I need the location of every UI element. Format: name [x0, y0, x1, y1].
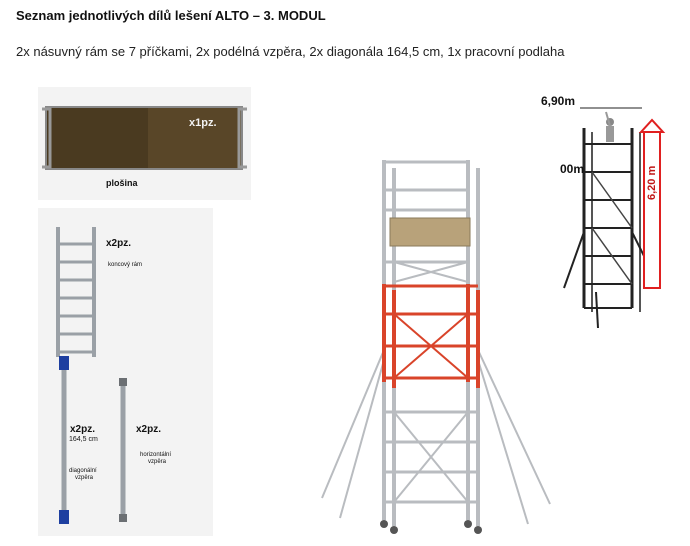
scaffold-image — [300, 150, 570, 542]
platform-panel — [38, 87, 251, 200]
end-frame-qty: x2pz. — [106, 238, 132, 249]
parts-panel — [38, 208, 213, 536]
horizontal-qty: x2pz. — [136, 424, 162, 435]
page-title: Seznam jednotlivých dílů lešení ALTO – 3. MODUL — [16, 8, 326, 23]
platform-image — [38, 87, 251, 200]
horizontal-name-line1: horizontální — [140, 452, 172, 458]
horizontal-image — [116, 376, 130, 524]
total-height-label: 6,20 m — [646, 165, 658, 200]
platform-name: plošina — [106, 178, 138, 188]
end-frame-image — [50, 222, 100, 362]
page-subtitle: 2x násuvný rám se 7 příčkami, 2x podélná vzpěra, 2x diagonála 164,5 cm, 1x pracovní podlaha — [16, 44, 565, 59]
lower-height-label: 00m — [560, 162, 585, 176]
height-diagram — [536, 92, 686, 330]
diagonal-size: 164,5 cm — [69, 436, 98, 443]
horizontal-name-line2: vzpěra — [148, 459, 167, 465]
end-frame-name: koncový rám — [108, 262, 143, 268]
diagonal-name-line2: vzpěra — [75, 475, 94, 481]
platform-height-label: 6,90m — [541, 94, 576, 108]
diagonal-name-line1: diagonální — [69, 468, 97, 474]
platform-qty: x1pz. — [189, 117, 217, 129]
diagonal-qty: x2pz. — [70, 424, 96, 435]
